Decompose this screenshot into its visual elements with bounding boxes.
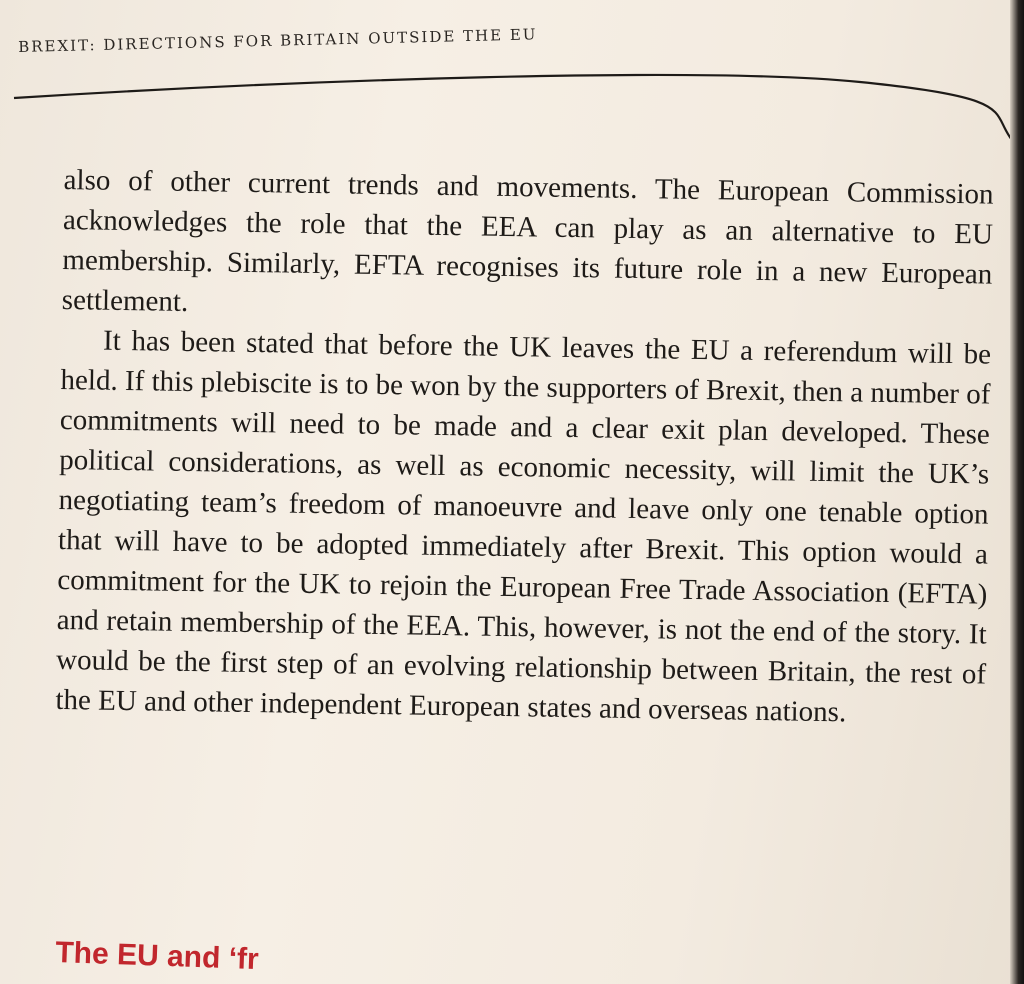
paragraph-1: also of other current trends and movements. The European Commission acknowledges the role that the EEA can play as an alternative to EU membership. Similarly, EFTA recognises its future role in a new European settlement.	[61, 163, 994, 318]
paragraph-2: It has been stated that before the UK leaves the EU a referendum will be held. If this plebiscite is to be won by the supporters of Brexit, then a number of commitments will need to be made and a clear exit plan developed. These political considerations, as well as economic necessity, will limit the UK’s negotiating team’s freedom of manoeuvre and leave only one tenable option that will have to be adopted immediately after Brexit. This option would a commitment for the UK to rejoin the European Free Trade Association (EFTA) and retain membership of the EEA. This, however, is not the end of the story. It would be the first step of an evolving relationship between Britain, the rest of the EU and other independent European states and overseas nations.	[55, 324, 992, 729]
page-edge-shadow	[1010, 0, 1024, 984]
section-heading: The EU and ‘fr	[54, 936, 260, 977]
running-head: BREXIT: DIRECTIONS FOR BRITAIN OUTSIDE THE EU	[18, 25, 538, 56]
body-text	[55, 160, 994, 735]
